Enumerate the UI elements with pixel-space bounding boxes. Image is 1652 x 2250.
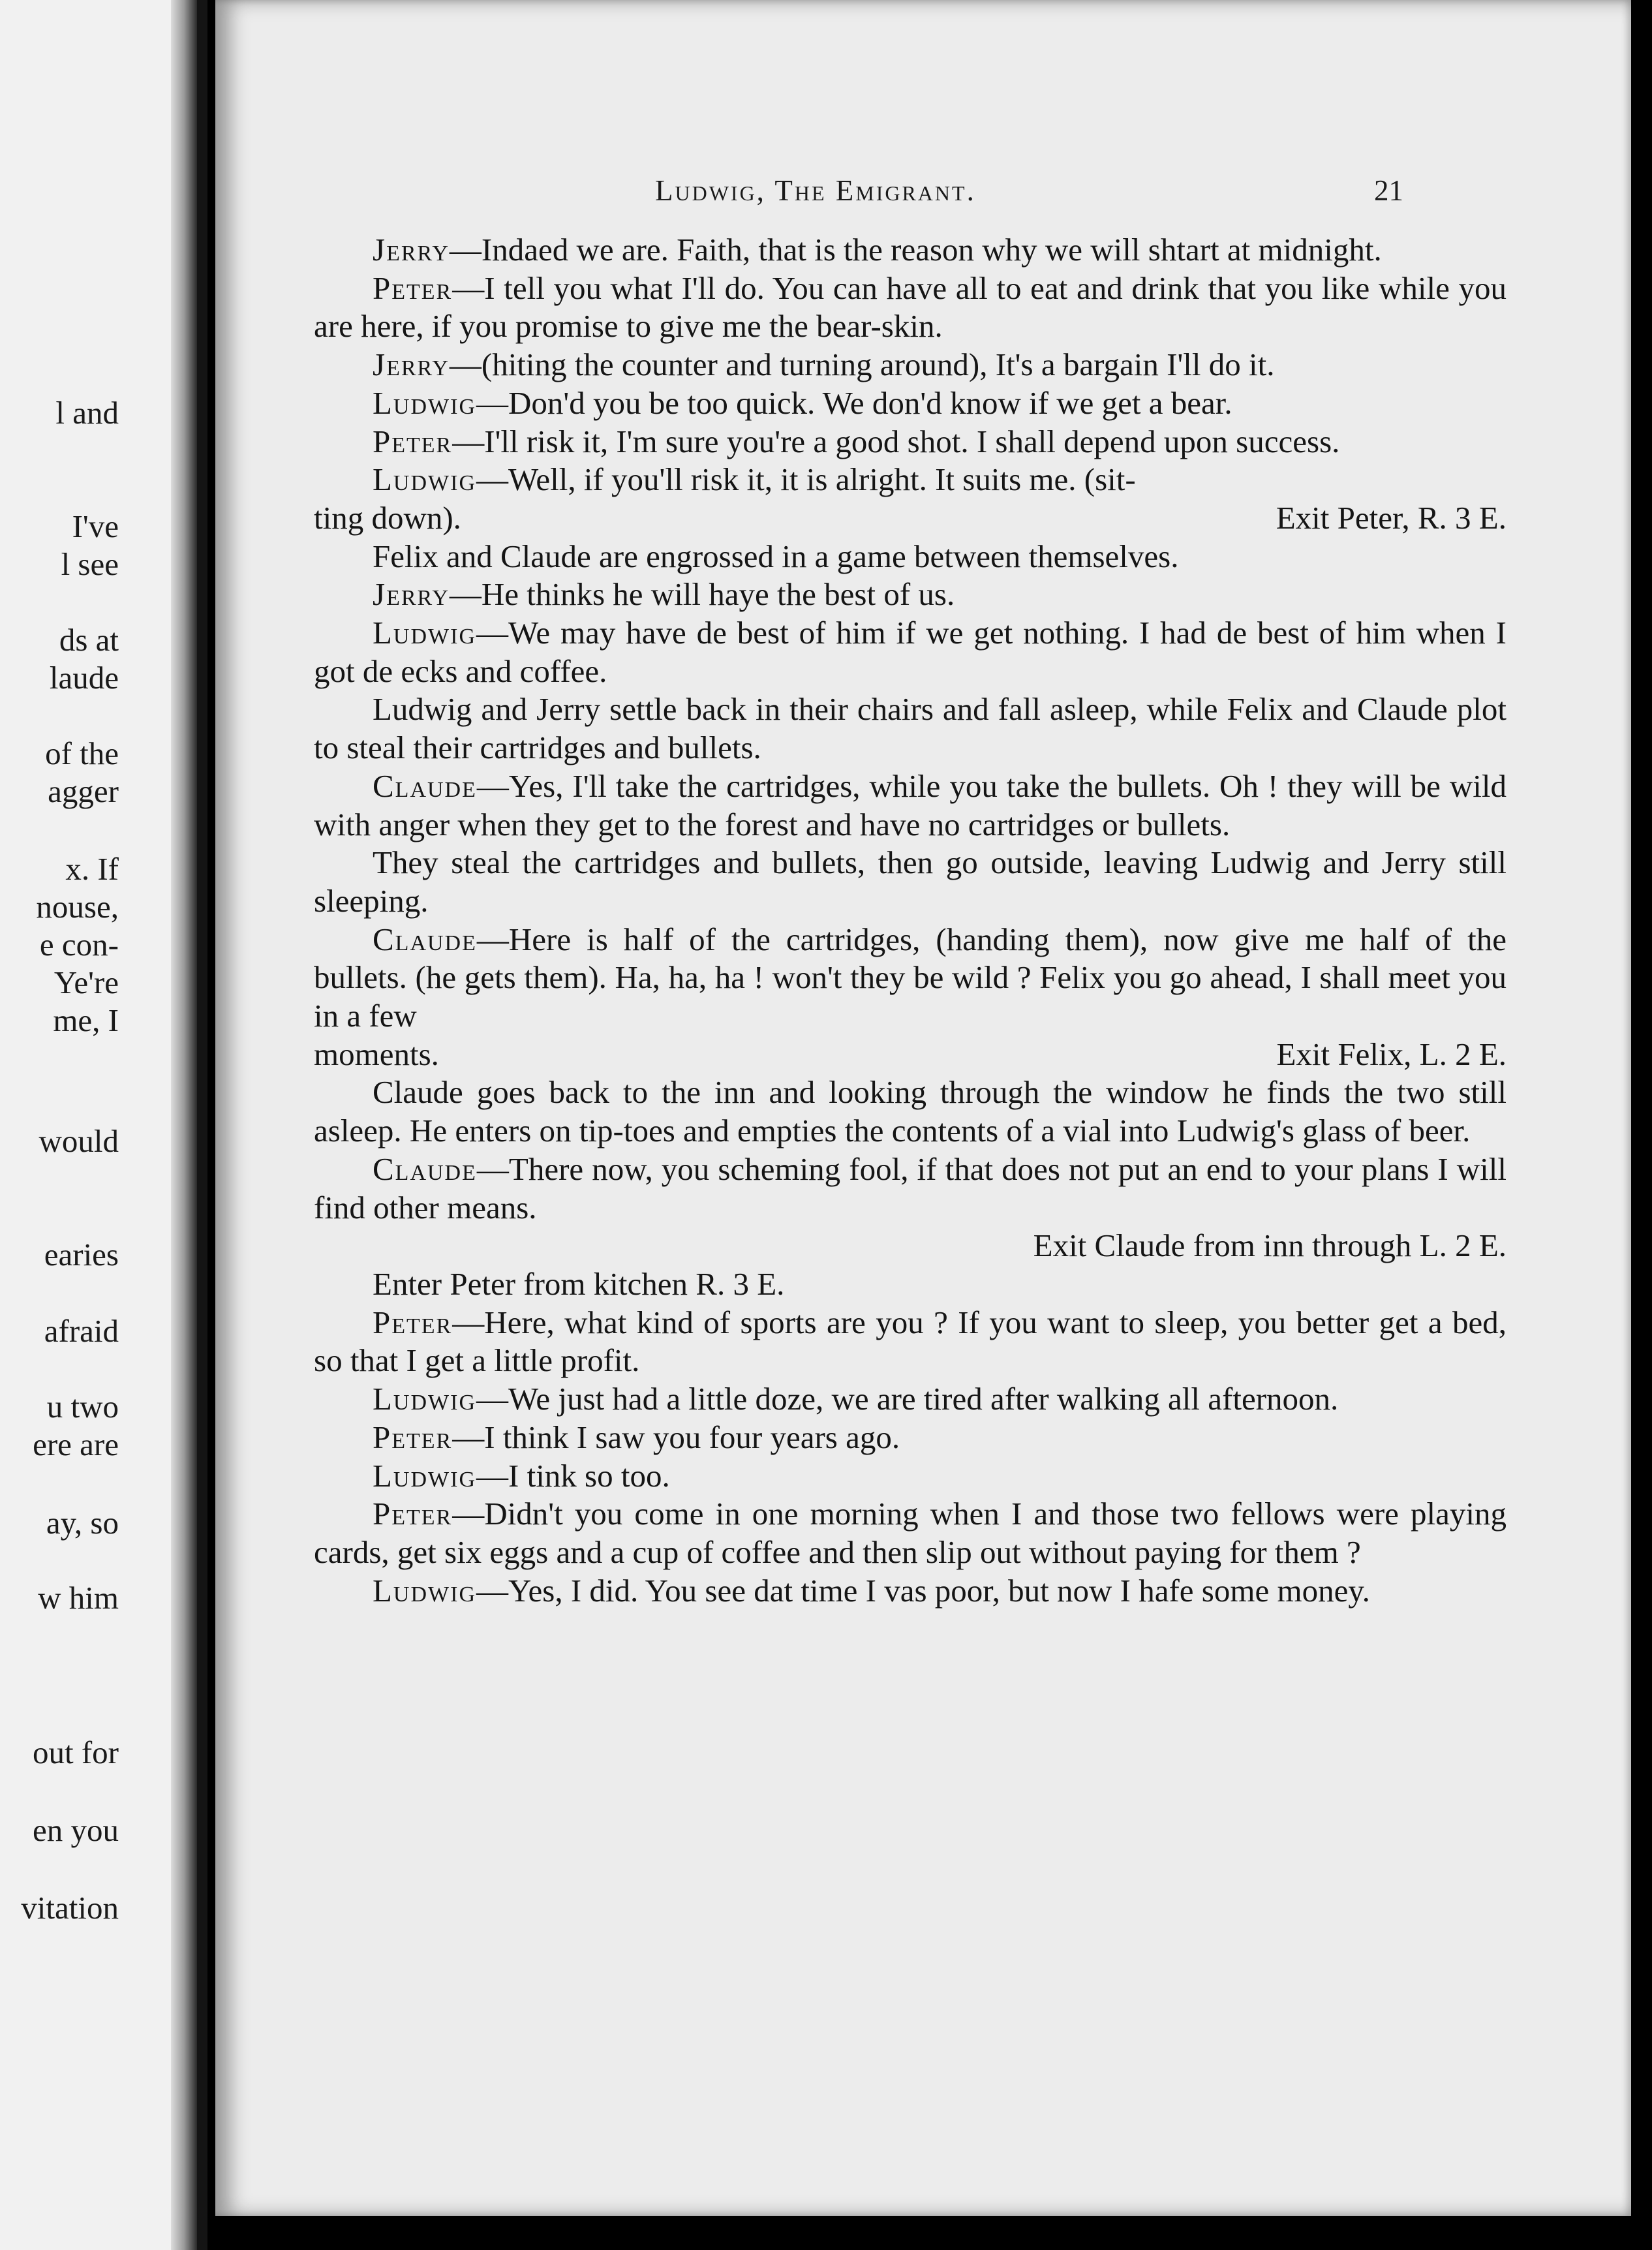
dialogue-paragraph [314,231,1507,270]
left-page-fragment: agger [48,773,119,809]
dialogue-continuation: moments. [314,1036,439,1072]
speaker-name: Ludwig [373,1572,477,1609]
running-head [215,174,1631,219]
speaker-name: Jerry [373,232,450,268]
speaker-name: Claude [373,1150,477,1187]
left-page-fragment: me, I [53,1002,119,1038]
dialogue-paragraph [314,1150,1507,1227]
dialogue-text: —Don'd you be too quick. We don'd know if we get a bear. [476,384,1232,421]
dialogue-paragraph [314,346,1507,384]
dialogue-text: —Yes, I'll take the cartridges, while you take the bullets. Oh ! they will be wild with anger when they get to the forest and have no cartridges or bullets. [314,767,1507,842]
running-head-title: Ludwig, The Emigrant. [655,174,976,207]
stage-direction: Ludwig and Jerry settle back in their chairs and fall asleep, while Felix and Claude plot to steal their cartridges and bullets. [314,691,1507,766]
stage-direction: Enter Peter from kitchen R. 3 E. [373,1265,785,1302]
stage-direction: Claude goes back to the inn and looking through the window he finds the two still asleep. He enters on tip-toes and empties the contents of a vial into Ludwig's glass of beer. [314,1074,1507,1149]
stage-direction-exit: Exit Peter, R. 3 E. [1276,499,1507,536]
left-page-fragment: out for [33,1734,119,1770]
dialogue-paragraph [314,576,1507,614]
left-page-fragment: would [38,1123,119,1159]
speaker-name: Peter [373,1304,453,1340]
stage-direction-exit: Exit Claude from inn through L. 2 E. [1033,1227,1507,1264]
dialogue-text: —(hiting the counter and turning around), It's a bargain I'll do it. [449,347,1275,383]
stage-direction: Felix and Claude are engrossed in a game between themselves. [373,538,1179,574]
book-page [215,0,1631,2216]
left-page-fragment: earies [44,1237,119,1272]
speaker-name: Ludwig [373,461,477,498]
dialogue-with-exit [314,921,1507,1074]
dialogue-paragraph [314,384,1507,423]
stage-direction: They steal the cartridges and bullets, then go outside, leaving Ludwig and Jerry still sleeping. [314,844,1507,919]
dialogue-paragraph [314,767,1507,844]
speaker-name: Claude [373,767,477,804]
speaker-name: Claude [373,921,477,957]
dialogue-continuation: ting down). [314,499,461,536]
speaker-name: Ludwig [373,384,477,421]
dialogue-text: —There now, you scheming fool, if that does not put an end to your plans I will find other means. [314,1150,1507,1225]
speaker-name: Ludwig [373,615,477,651]
dialogue-paragraph [314,921,1507,1036]
dialogue-text: —Indaed we are. Faith, that is the reason why we will shtart at midnight. [449,232,1382,268]
speaker-name: Peter [373,423,453,459]
left-page-fragment: of the [45,735,119,771]
dialogue-paragraph [314,423,1507,461]
dialogue-text: —I think I saw you four years ago. [452,1419,900,1455]
dialogue-paragraph [314,1304,1507,1380]
left-page-fragment: w him [38,1580,119,1616]
page-number: 21 [1374,174,1403,207]
previous-page-edge [0,0,207,2250]
speaker-name: Peter [373,270,453,306]
dialogue-text: —Didn't you come in one morning when I and those two fellows were playing cards, get six eggs and a cup of coffee and then slip out without paying for them ? [314,1496,1507,1570]
left-page-fragment: vitation [21,1890,119,1926]
left-page-fragment: l see [61,546,119,582]
dialogue-text: —He thinks he will haye the best of us. [449,576,955,613]
speaker-name: Ludwig [373,1457,477,1494]
left-page-fragment: e con- [39,927,119,963]
page-body-text [314,231,1507,1610]
dialogue-paragraph [314,1419,1507,1457]
speaker-name: Peter [373,1419,453,1455]
dialogue-paragraph [314,1572,1507,1610]
dialogue-text: —Yes, I did. You see dat time I vas poor, but now I hafe some money. [476,1572,1370,1609]
left-page-fragment: ere are [33,1426,119,1462]
left-page-fragment: ay, so [46,1505,119,1541]
left-page-fragment: Ye're [54,964,119,1000]
left-page-fragment: u two [46,1389,119,1425]
dialogue-text: —Well, if you'll risk it, it is alright. It suits me. (sit- [476,461,1136,498]
left-page-fragment: l and [55,395,119,431]
stage-direction-exit: Exit Felix, L. 2 E. [1276,1036,1507,1072]
left-page-fragment: laude [49,660,119,696]
dialogue-text: —Here is half of the cartridges, (handing them), now give me half of the bullets. (he gets them). Ha, ha, ha ! won't they be wild ? Felix you go ahead, I shall meet you in a few [314,921,1507,1034]
dialogue-text: —Here, what kind of sports are you ? If you want to sleep, you better get a bed, so that I get a little profit. [314,1304,1507,1379]
dialogue-paragraph [314,270,1507,346]
dialogue-text: —I tink so too. [476,1457,670,1494]
dialogue-text: —We just had a little doze, we are tired after walking all afternoon. [476,1381,1339,1417]
dialogue-text: —I tell you what I'll do. You can have all to eat and drink that you like while you are here, if you promise to give me the bear-skin. [314,270,1507,345]
dialogue-text: —We may have de best of him if we get nothing. I had de best of him when I got de ecks and coffee. [314,615,1507,689]
line-with-stage-direction [314,499,1507,538]
left-page-fragment: en you [33,1812,119,1848]
line-with-stage-direction [314,1036,1507,1074]
left-page-fragment: x. If [65,851,119,887]
book-binding-shadow [171,0,197,2250]
dialogue-paragraph [314,614,1507,690]
dialogue-paragraph [314,461,1507,499]
speaker-name: Peter [373,1496,453,1532]
dialogue-text: —I'll risk it, I'm sure you're a good shot. I shall depend upon success. [452,423,1340,459]
speaker-name: Jerry [373,347,450,383]
left-page-fragment: I've [72,508,119,544]
dialogue-with-exit [314,461,1507,537]
left-page-fragment: ds at [59,622,119,658]
left-page-fragment: afraid [44,1313,119,1349]
speaker-name: Ludwig [373,1381,477,1417]
dialogue-paragraph [314,1495,1507,1571]
dialogue-paragraph [314,1380,1507,1419]
left-page-fragment: nouse, [36,889,119,925]
dialogue-paragraph [314,1457,1507,1496]
speaker-name: Jerry [373,576,450,613]
